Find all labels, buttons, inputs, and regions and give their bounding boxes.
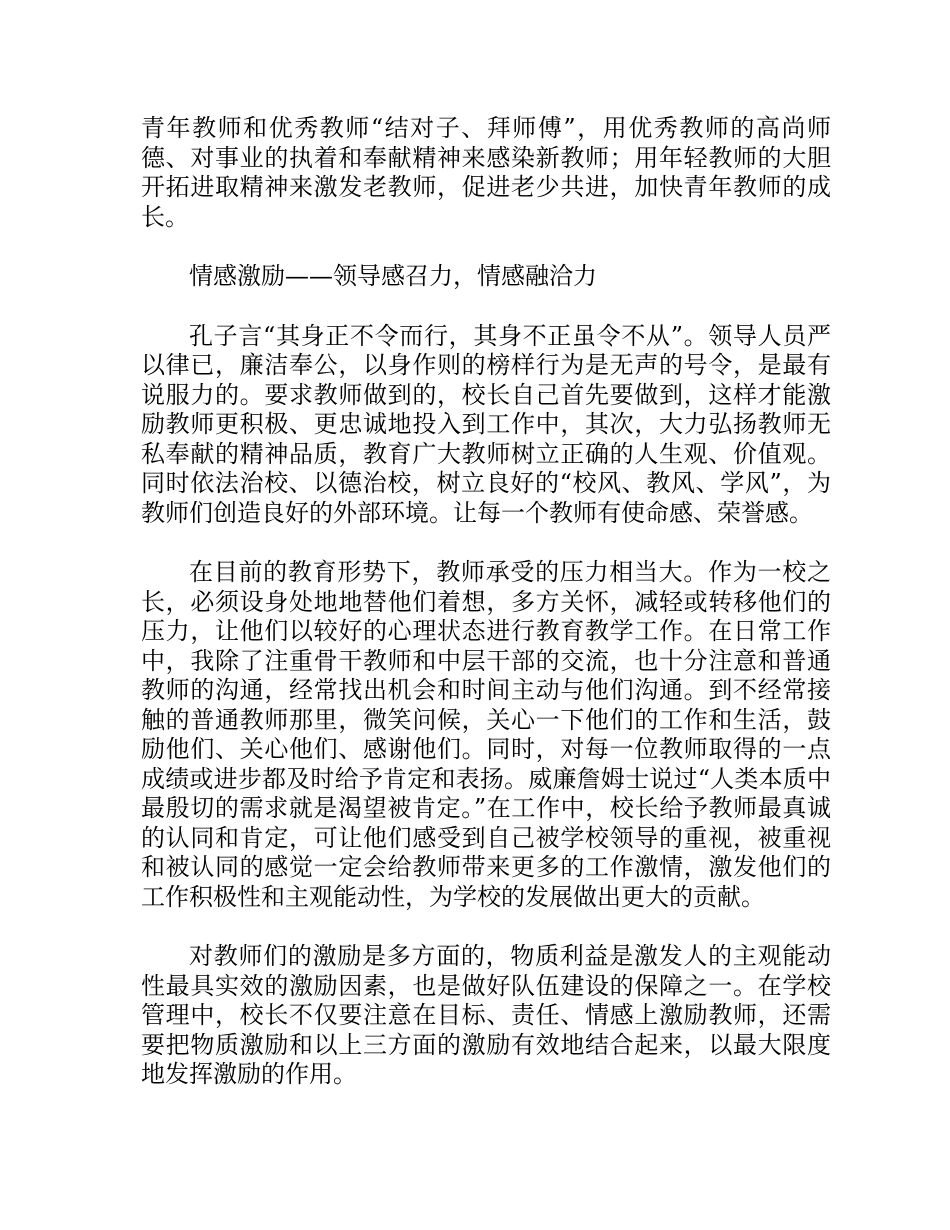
paragraph-material-incentive: 对教师们的激励是多方面的，物质利益是激发人的主观能动性最具实效的激励因素，也是做好队伍建设的保障之一。在学校管理中，校长不仅要注意在目标、责任、情感上激励教师，还需要把物质激励和以上三方面的激励有效地结合起来，以最大限度地发挥激励的作用。 <box>141 942 831 1088</box>
paragraph-continuation: 青年教师和优秀教师“结对子、拜师傅”，用优秀教师的高尚师德、对事业的执着和奉献精神来感染新教师；用年轻教师的大胆开拓进取精神来激发老教师，促进老少共进，加快青年教师的成长。 <box>141 114 831 231</box>
paragraph-gap <box>141 232 831 262</box>
document-body <box>141 114 831 1090</box>
paragraph-teacher-care: 在目前的教育形势下，教师承受的压力相当大。作为一校之长，必须设身处地地替他们着想，多方关怀，减轻或转移他们的压力，让他们以较好的心理状态进行教育教学工作。在日常工作中，我除了注重骨干教师和中层干部的交流，也十分注意和普通教师的沟通，经常找出机会和时间主动与他们沟通。到不经常接触的普通教师那里，微笑问候，关心一下他们的工作和生活，鼓励他们、关心他们、感谢他们。同时，对每一位教师取得的一点成绩或进步都及时给予肯定和表扬。威廉詹姆士说过“人类本质中最殷切的需求就是渴望被肯定。”在工作中，校长给予教师最真诚的认同和肯定，可让他们感受到自己被学校领导的重视，被重视和被认同的感觉一定会给教师带来更多的工作激情，激发他们的工作积极性和主观能动性，为学校的发展做出更大的贡献。 <box>141 558 831 911</box>
paragraph-gap <box>141 528 831 558</box>
paragraph-gap <box>141 292 831 322</box>
paragraph-leadership-example: 孔子言“其身正不令而行，其身不正虽令不从”。领导人员严以律已，廉洁奉公，以身作则的榜样行为是无声的号令，是最有说服力的。要求教师做到的，校长自己首先要做到，这样才能激励教师更积极、更忠诚地投入到工作中，其次，大力弘扬教师无私奉献的精神品质，教育广大教师树立正确的人生观、价值观。同时依法治校、以德治校，树立良好的“校风、教风、学风”，为教师们创造良好的外部环境。让每一个教师有使命感、荣誉感。 <box>141 321 831 527</box>
section-heading-emotional-incentive: 情感激励——领导感召力，情感融洽力 <box>189 262 597 290</box>
paragraph-gap <box>141 912 831 942</box>
